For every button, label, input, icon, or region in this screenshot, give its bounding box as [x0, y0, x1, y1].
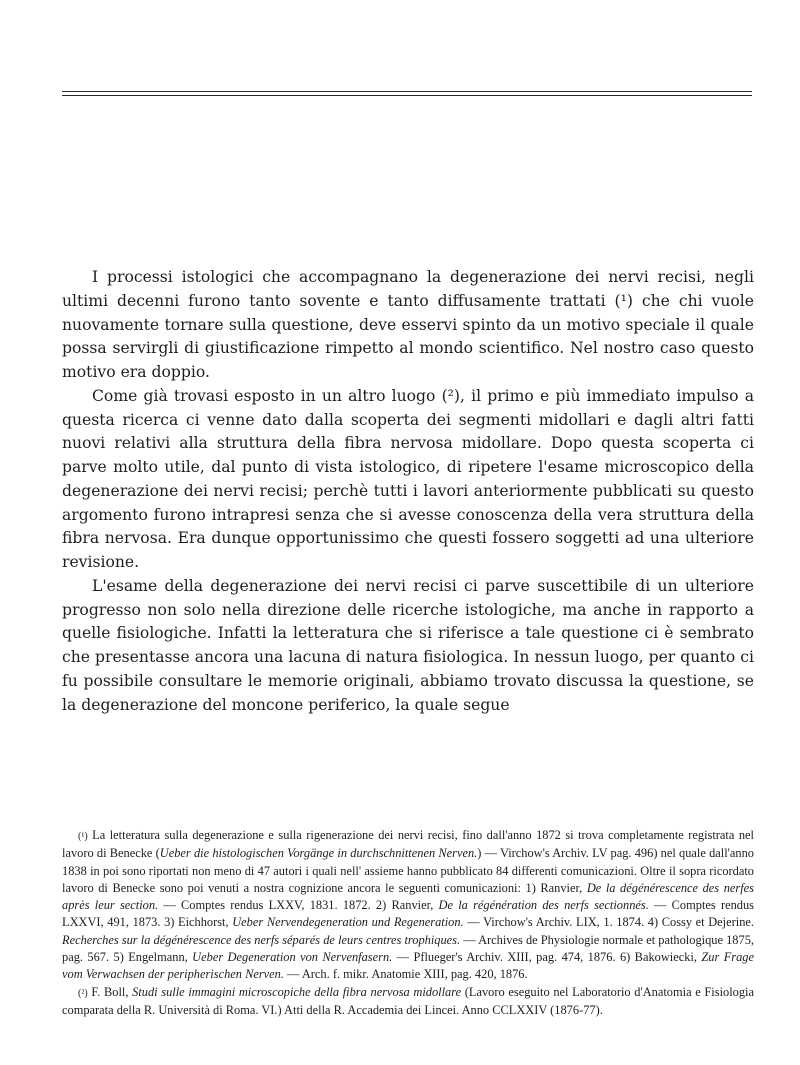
top-double-rule [62, 91, 752, 92]
footnotes [62, 827, 754, 1019]
footnote-title: De la régénération des nerfs sectionnés. [438, 898, 649, 913]
footnote-title: Ueber Degeneration von Nervenfasern. [192, 950, 393, 965]
footnote-title: Ueber Nervendegeneration und Regeneration. [232, 915, 464, 930]
top-double-rule-lower [62, 95, 752, 96]
footnote-title: Ueber die histologischen Vorgänge in durchschnittenen Nerven. [159, 846, 478, 861]
footnote-text: F. Boll, [87, 984, 133, 999]
footnote-text: — Comptes rendus LXXV, 1831. 1872. 2) Ranvier, [158, 898, 439, 913]
footnote-text: — Arch. f. mikr. Anatomie XIII, pag. 420, 1876. [283, 967, 528, 982]
footnote-2 [62, 984, 754, 1020]
paragraph-1: I processi istologici che accompagnano la degenerazione dei nervi recisi, negli ultimi decenni furono tanto sovente e tanto diffusamente trattati (¹) che chi vuole nuovamente tornare sulla questione, deve esservi spinto da un motivo speciale il quale possa servirgli di giustificazione rimpetto al mondo scientifico. Nel nostro caso questo motivo era doppio. [62, 268, 754, 381]
footnote-text: La letteratura sulla degenerazione e sulla rigenerazione dei nervi recisi, fino dall'anno 1872 si trova completamente registrata nel lavoro di Benecke ( [62, 828, 754, 861]
footnote-text: — Pflueger's Archiv. XIII, pag. 474, 1876. 6) Bakowiecki, [392, 950, 702, 965]
footnote-title: Studi sulle immagini microscopiche della fibra nervosa midollare [132, 984, 462, 999]
footnote-text: — Comptes rendus LXXVI, 491, 1873. 3) Eichhorst, [62, 898, 754, 930]
footnote-title: Recherches sur la dégénérescence des nerfs séparés de leurs centres trophiques. [62, 932, 461, 947]
footnote-title: Zur Frage vom Verwachsen der peripherischen Nerven. [62, 950, 754, 982]
footnote-title: De la dégénérescence des nerfes après leur section. [62, 880, 754, 913]
paragraph-3: L'esame della degenerazione dei nervi recisi ci parve suscettibile di un ulteriore progresso non solo nella direzione delle ricerche istologiche, ma anche in rapporto a quelle fisiologiche. Infatti la letteratura che si riferisce a tale questione ci è sembrato che presentasse ancora una lacuna di natura fisiologica. In nessun luogo, per quanto ci fu possibile consultare le memorie originali, abbiamo trovato discussa la questione, se la degenerazione del moncone periferico, la quale segue [62, 576, 754, 714]
footnote-text: (Lavoro eseguito nel Laboratorio d'Anatomia e Fisiologia comparata della R. Università di Roma. VI.) Atti della R. Accademia dei Lincei. Anno CCLXXIV (1876-77). [62, 984, 754, 1017]
footnote-text: — Archives de Physiologie normale et pathologique 1875, pag. 567. 5) Engelmann, [62, 932, 754, 965]
main-text [62, 266, 754, 717]
footnote-text: ) — Virchow's Archiv. LV pag. 496) nel quale dall'anno 1838 in poi sono riportati non meno di 47 autori i quali nell' assieme hanno pubblicato 84 differenti comunicazioni. Oltre il sopra ricordato lavoro di Benecke sono poi venuti a nostra cognizione ancora le seguenti comunicazioni: 1) Ranvier, [62, 846, 754, 895]
footnote-2-mark: (²) [78, 987, 88, 999]
footnote-1-mark: (¹) [78, 831, 88, 842]
footnote-text: — Virchow's Archiv. LIX, 1. 1874. 4) Cossy et Dejerine. [463, 915, 754, 930]
footnote-1 [62, 827, 754, 984]
paragraph-2: Come già trovasi esposto in un altro luogo (²), il primo e più immediato impulso a questa ricerca ci venne dato dalla scoperta dei segmenti midollari e dagli altri fatti nuovi relativi alla struttura della fibra nervosa midollare. Dopo questa scoperta ci parve molto utile, dal punto di vista istologico, di ripetere l'esame microscopico della degenerazione dei nervi recisi; perchè tutti i lavori anteriormente pubblicati su questo argomento furono intrapresi senza che si avesse conoscenza della vera struttura della fibra nervosa. Era dunque opportunissimo che questi fossero soggetti ad una ulteriore revisione. [62, 386, 754, 571]
